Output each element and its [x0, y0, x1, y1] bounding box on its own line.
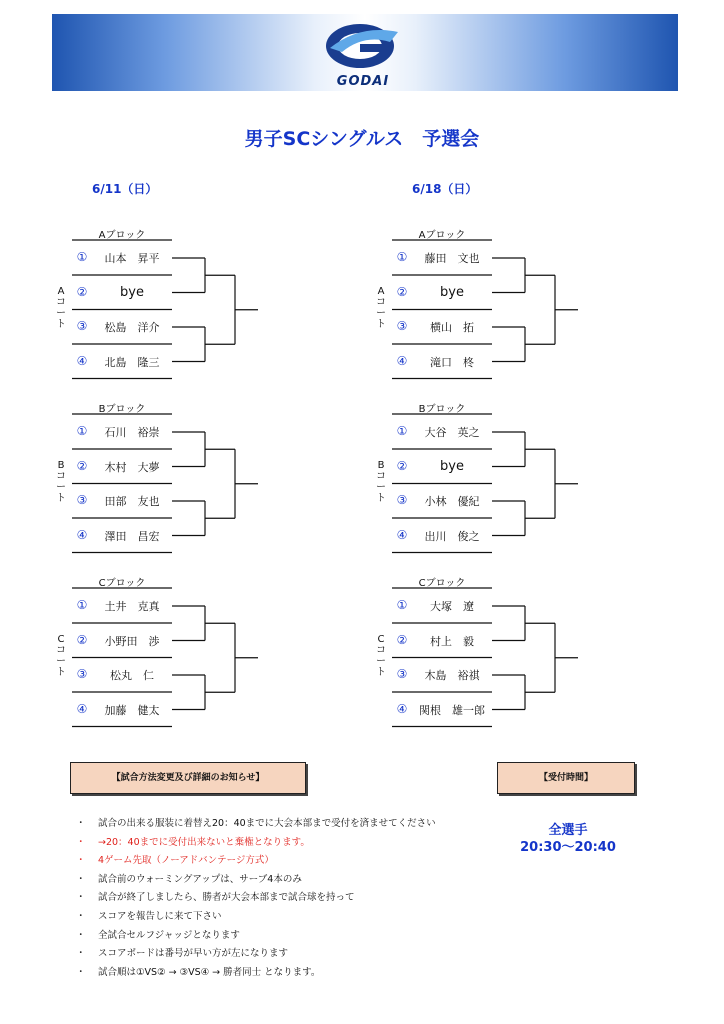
player-name: 澤田 昌宏	[104, 529, 160, 543]
seed-number: ②	[396, 632, 408, 647]
player-name: 関根 雄一郎	[419, 703, 485, 717]
block-label: Bブロック	[418, 404, 466, 415]
reception-line1: 全選手	[548, 823, 588, 838]
seed-number: ②	[396, 284, 408, 299]
note-text: →20：40までに受付出来ないと棄権となります。	[98, 836, 310, 848]
player-name: 藤田 文也	[424, 252, 480, 265]
player-name: 北島 隆三	[104, 355, 160, 369]
seed-number: ②	[76, 632, 88, 647]
player-name: 小林 優紀	[424, 495, 480, 508]
note-item	[76, 945, 436, 964]
seed-number: ①	[396, 250, 408, 264]
court-char: コ	[56, 471, 66, 482]
seed-number: ③	[76, 493, 88, 507]
note-bullet: ・	[76, 818, 86, 829]
player-name: 山本 昇平	[104, 252, 160, 265]
court-char: ト	[56, 667, 66, 678]
player-name: 大塚 遼	[430, 600, 474, 613]
court-char: ト	[376, 493, 386, 504]
court-char: A	[377, 286, 385, 297]
reception-box: 【受付時間】	[497, 762, 635, 794]
seed-number: ①	[76, 424, 88, 438]
note-bullet: ・	[76, 966, 86, 978]
note-bullet: ・	[76, 892, 86, 904]
note-text: 4ゲーム先取（ノーアドバンテージ方式）	[98, 855, 274, 867]
note-text: 試合順は①VS② → ③VS④ → 勝者同士 となります。	[98, 966, 321, 978]
player-name: 加藤 健太	[104, 703, 160, 717]
note-text: 全試合セルフジャッジとなります	[98, 929, 240, 941]
note-bullet: ・	[76, 873, 86, 885]
court-char: B	[377, 460, 385, 471]
player-name: 石川 裕崇	[104, 426, 160, 439]
notes-list	[76, 815, 436, 982]
note-item	[76, 927, 436, 946]
player-name: 田部 友也	[104, 495, 160, 508]
page-title: 男子SCシングルス 予選会	[244, 128, 480, 150]
note-item	[76, 834, 436, 853]
court-char: ー	[376, 656, 386, 667]
note-text: 試合が終了しましたら、勝者が大会本部まで試合球を持って	[98, 892, 355, 904]
court-char: コ	[56, 297, 66, 308]
player-name: bye	[440, 458, 464, 474]
seed-number: ①	[396, 424, 408, 438]
seed-number: ③	[76, 319, 88, 333]
date-left: 6/11（日）	[92, 182, 158, 196]
court-char: ー	[56, 482, 66, 493]
player-name: 松丸 仁	[110, 669, 154, 682]
player-name: 村上 毅	[430, 634, 474, 648]
court-char: コ	[376, 471, 386, 482]
player-name: 木村 大夢	[104, 460, 160, 474]
note-text: スコアボードは番号が早い方が左になります	[98, 948, 289, 960]
player-name: 滝口 柊	[430, 355, 474, 369]
court-char: A	[57, 286, 65, 297]
court-char: コ	[376, 645, 386, 656]
seed-number: ③	[396, 319, 408, 333]
court-char: コ	[376, 297, 386, 308]
note-item	[76, 889, 436, 908]
player-name: 大谷 英之	[424, 426, 480, 439]
note-bullet: ・	[76, 910, 86, 922]
block-label: Aブロック	[98, 230, 146, 241]
player-name: 木島 裕祺	[424, 669, 480, 682]
court-char: C	[57, 634, 65, 645]
seed-number: ②	[396, 458, 408, 473]
seed-number: ①	[76, 598, 88, 612]
player-name: 出川 俊之	[424, 529, 480, 543]
note-item	[76, 815, 436, 834]
reception-line2: 20:30〜20:40	[520, 840, 616, 855]
note-text: 試合前のウォーミングアップは、サーブ4本のみ	[98, 873, 302, 885]
court-char: ー	[56, 308, 66, 319]
note-text: 試合の出来る服装に着替え20：40までに大会本部まで受付を済ませてください	[98, 818, 436, 829]
note-item	[76, 871, 436, 890]
court-char: B	[57, 460, 65, 471]
note-item	[76, 852, 436, 871]
court-char: ト	[376, 319, 386, 330]
seed-number: ④	[76, 701, 88, 716]
note-text: スコアを報告しに来て下さい	[98, 910, 222, 922]
player-name: 松島 洋介	[104, 321, 160, 334]
note-item	[76, 908, 436, 927]
seed-number: ④	[76, 353, 88, 368]
player-name: bye	[440, 284, 464, 300]
seed-number: ③	[396, 493, 408, 507]
info-box: 【試合方法変更及び詳細のお知らせ】	[70, 762, 306, 794]
block-label: Bブロック	[98, 404, 146, 415]
logo-text: GODAI	[336, 74, 390, 89]
court-char: ー	[56, 656, 66, 667]
court-char: C	[377, 634, 385, 645]
seed-number: ②	[76, 458, 88, 473]
date-right: 6/18（日）	[412, 182, 478, 196]
note-item	[76, 964, 436, 983]
block-label: Cブロック	[418, 578, 466, 589]
seed-number: ④	[396, 527, 408, 542]
block-label: Aブロック	[418, 230, 466, 241]
court-char: ト	[56, 493, 66, 504]
reception-time	[508, 822, 628, 856]
block-label: Cブロック	[98, 578, 146, 589]
note-bullet: ・	[76, 836, 86, 848]
seed-number: ①	[76, 250, 88, 264]
note-bullet: ・	[76, 948, 86, 960]
note-bullet: ・	[76, 855, 86, 867]
court-char: ト	[376, 667, 386, 678]
player-name: 小野田 渉	[104, 634, 160, 648]
player-name: 土井 克真	[104, 600, 160, 613]
court-char: コ	[56, 645, 66, 656]
seed-number: ②	[76, 284, 88, 299]
seed-number: ③	[396, 667, 408, 681]
seed-number: ③	[76, 667, 88, 681]
seed-number: ④	[396, 353, 408, 368]
note-bullet: ・	[76, 929, 86, 941]
seed-number: ④	[76, 527, 88, 542]
player-name: 横山 拓	[430, 321, 474, 334]
seed-number: ④	[396, 701, 408, 716]
court-char: ー	[376, 308, 386, 319]
player-name: bye	[120, 284, 144, 300]
court-char: ト	[56, 319, 66, 330]
court-char: ー	[376, 482, 386, 493]
seed-number: ①	[396, 598, 408, 612]
